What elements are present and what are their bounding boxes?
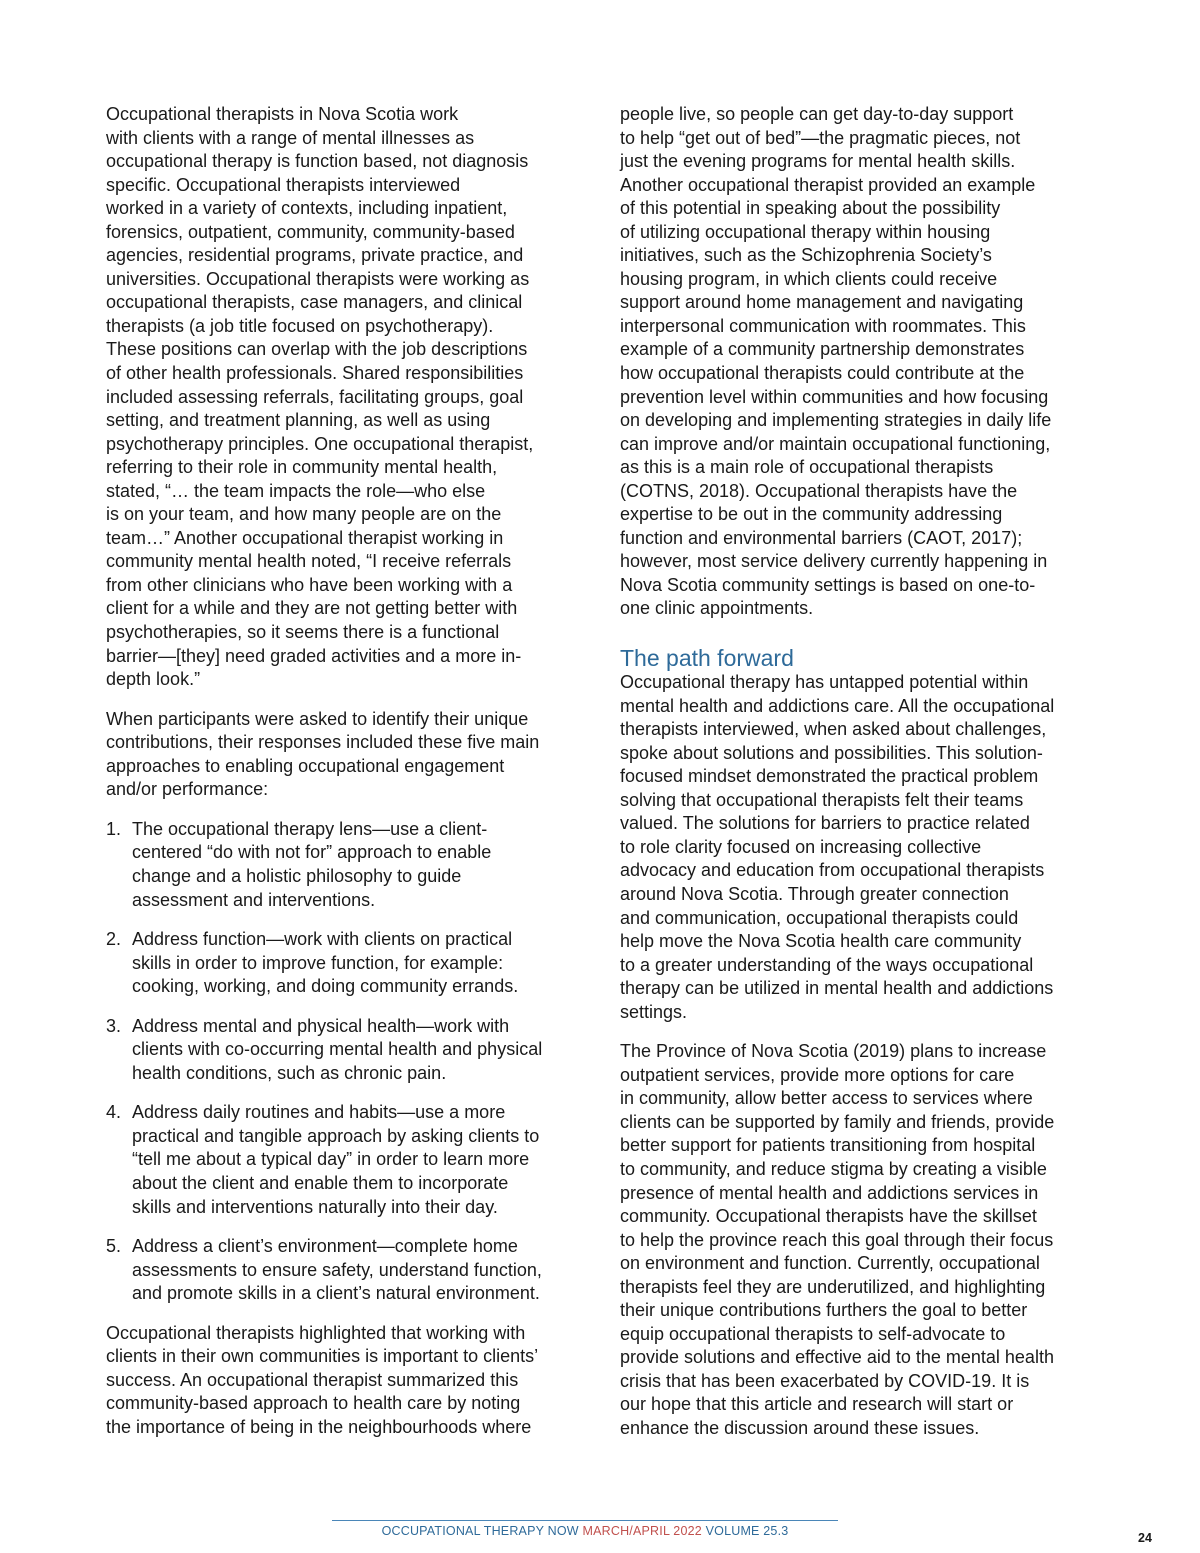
approaches-list	[106, 818, 584, 1306]
list-item-text: Address mental and physical health—work with clients with co-occurring mental health and physical health conditions, such as chronic pain.	[132, 1015, 543, 1083]
list-item	[106, 818, 584, 912]
section-heading: The path forward	[620, 645, 794, 672]
list-item-number: 5.	[106, 1236, 122, 1257]
list-item-number: 2.	[106, 929, 122, 950]
body-paragraph: Occupational therapists in Nova Scotia work with clients with a range of mental illnesses as occupational therapy is function based, not diagnosis specific. Occupational therapists interviewed worked in a variety of contexts, including inpatient, forensics, outpatient, community, community-based agencies, residential programs, private practice, and universities. Occupational therapists were working as occupational therapists, case managers, and clinical therapists (a job title focused on psychotherapy). These positions can overlap with the job descriptions of other health professionals. Shared responsibilities included assessing referrals, facilitating groups, goal setting, and treatment planning, as well as using psychotherapy principles. One occupational therapist, referring to their role in community mental health, stated, “… the team impacts the role—who else is on your team, and how many people are on the team…” Another occupational therapist working in community mental health noted, “I receive referrals from other clinicians who have been working with a client for a while and they are not getting better with psychotherapies, so it seems there is a functional barrier—[they] need graded activities and a more in- depth look.”	[106, 104, 534, 690]
list-item-text: The occupational therapy lens—use a client- centered “do with not for” approach to enable change and a holistic philosophy to guide assessment and interventions.	[132, 818, 492, 910]
body-paragraph: Occupational therapists highlighted that working with clients in their own communities is important to clients’ success. An occupational therapist summarized this community-based approach to health care by noting the importance of being in the neighbourhoods where	[106, 1322, 539, 1437]
list-item-number: 1.	[106, 818, 122, 839]
list-item	[106, 1015, 584, 1086]
body-paragraph: When participants were asked to identify their unique contributions, their responses included these five main approaches to enabling occupational engagement and/or performance:	[106, 708, 540, 800]
list-item-text: Address daily routines and habits—use a more practical and tangible approach by asking clients to “tell me about a typical day” in order to learn more about the client and enable them to incorporate skills and interventions naturally into their day.	[132, 1102, 540, 1217]
list-item-text: Address function—work with clients on practical skills in order to improve function, for example: cooking, working, and doing community errands.	[132, 929, 519, 997]
left-column	[106, 103, 584, 1439]
right-column	[620, 103, 1098, 1441]
page-number: 24	[1138, 1531, 1152, 1545]
page-footer	[332, 1520, 838, 1538]
list-item-number: 4.	[106, 1102, 122, 1123]
list-item	[106, 1235, 584, 1306]
footer-date: MARCH/APRIL 2022	[582, 1524, 702, 1538]
list-item	[106, 928, 584, 999]
list-item-number: 3.	[106, 1015, 122, 1036]
body-paragraph: Occupational therapy has untapped potential within mental health and addictions care. All the occupational therapists interviewed, when asked about challenges, spoke about solutions and possibilities. This solution- focused mindset demonstrated the practical problem solving that occupational therapists felt their teams valued. The solutions for barriers to practice related to role clarity focused on increasing collective advocacy and education from occupational therapists around Nova Scotia. Through greater connection and communication, occupational therapists could help move the Nova Scotia health care community to a greater understanding of the ways occupational therapy can be utilized in mental health and addictions settings.	[620, 672, 1055, 1022]
body-paragraph: people live, so people can get day-to-day support to help “get out of bed”—the pragmatic pieces, not just the evening programs for mental health skills. Another occupational therapist provided an example of this potential in speaking about the possibility of utilizing occupational therapy within housing initiatives, such as the Schizophrenia Society’s housing program, in which clients could receive support around home management and navigating interpersonal communication with roommates. This example of a community partnership demonstrates how occupational therapists could contribute at the prevention level within communities and how focusing on developing and implementing strategies in daily life can improve and/or maintain occupational functioning, as this is a main role of occupational therapists (COTNS, 2018). Occupational therapists have the expertise to be out in the community addressing function and environmental barriers (CAOT, 2017); however, most service delivery currently happening in Nova Scotia community settings is based on one-to- one clinic appointments.	[620, 104, 1052, 619]
footer-publication: OCCUPATIONAL THERAPY NOW	[381, 1524, 579, 1538]
list-item-text: Address a client’s environment—complete home assessments to ensure safety, understand function, and promote skills in a client’s natural environment.	[132, 1236, 542, 1304]
body-paragraph: The Province of Nova Scotia (2019) plans to increase outpatient services, provide more options for care in community, allow better access to services where clients can be supported by family and friends, provide better support for patients transitioning from hospital to community, and reduce stigma by creating a visible presence of mental health and addictions services in community. Occupational therapists have the skillset to help the province reach this goal through their focus on environment and function. Currently, occupational therapists feel they are underutilized, and highlighting their unique contributions furthers the goal to better equip occupational therapists to self-advocate to provide solutions and effective aid to the mental health crisis that has been exacerbated by COVID-19. It is our hope that this article and research will start or enhance the discussion around these issues.	[620, 1041, 1055, 1438]
list-item	[106, 1101, 584, 1219]
footer-volume: VOLUME 25.3	[705, 1524, 789, 1538]
